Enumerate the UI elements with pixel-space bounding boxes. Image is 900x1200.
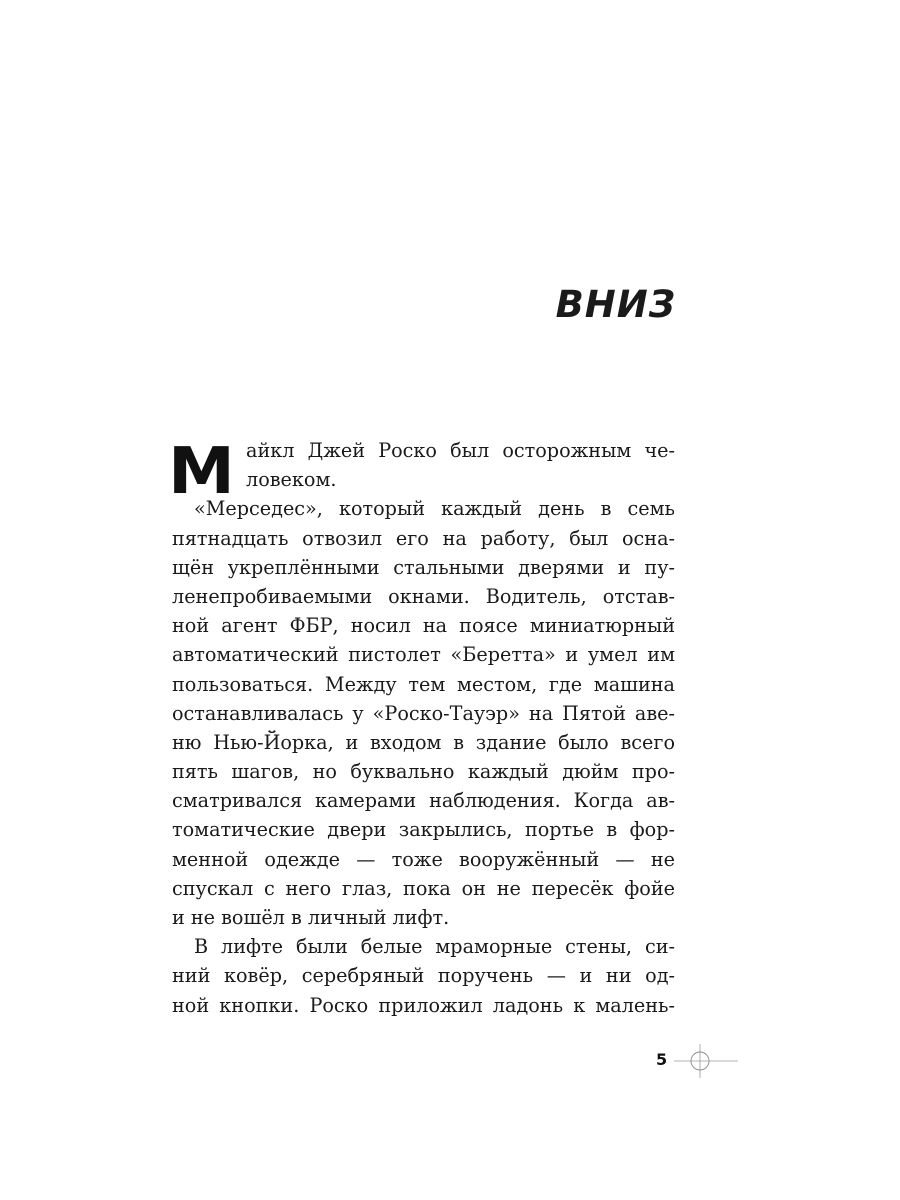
text-line: пятнадцать отвозил его на работу, был осна-	[172, 526, 675, 550]
text-line: автоматический пистолет «Беретта» и умел им	[172, 643, 675, 667]
text-line: ной кнопки. Роско приложил ладонь к малень-	[172, 993, 675, 1017]
text-line: и не вошёл в личный лифт.	[172, 906, 450, 929]
text-line: менной одежде — тоже вооружённый — не	[172, 847, 675, 871]
text-line: ню Нью-Йорка, и входом в здание было всего	[172, 730, 675, 754]
text-line: ний ковёр, серебряный поручень — и ни од-	[172, 964, 675, 988]
text-line: ленепробиваемыми окнами. Водитель, отстав-	[172, 584, 675, 608]
text-line: пользоваться. Между тем местом, где машина	[172, 672, 675, 696]
text-line: сматривался камерами наблюдения. Когда ав-	[172, 789, 675, 813]
text-line: томатические двери закрылись, портье в фор-	[172, 818, 675, 842]
text-line: пять шагов, но буквально каждый дюйм про-	[172, 760, 675, 784]
text-line: айкл Джей Роско был осторожным че-	[246, 439, 675, 462]
registration-mark-icon	[674, 1042, 738, 1080]
text-line: щён укреплёнными стальными дверями и пу-	[172, 555, 675, 579]
text-line: «Мерседес», который каждый день в семь	[194, 497, 675, 521]
text-line: спускал с него глаз, пока он не пересёк фойе	[172, 876, 675, 900]
text-line: останавливалась у «Роско-Тауэр» на Пятой аве-	[172, 701, 675, 725]
drop-cap: М	[168, 435, 235, 509]
text-line: ловеком.	[246, 468, 337, 492]
text-line: В лифте были белые мраморные стены, си-	[194, 935, 675, 959]
body-text	[168, 435, 675, 1020]
text-line: ной агент ФБР, носил на поясе миниатюрный	[172, 614, 675, 638]
page-number: 5	[656, 1050, 668, 1069]
chapter-title: ВНИЗ	[555, 283, 676, 326]
